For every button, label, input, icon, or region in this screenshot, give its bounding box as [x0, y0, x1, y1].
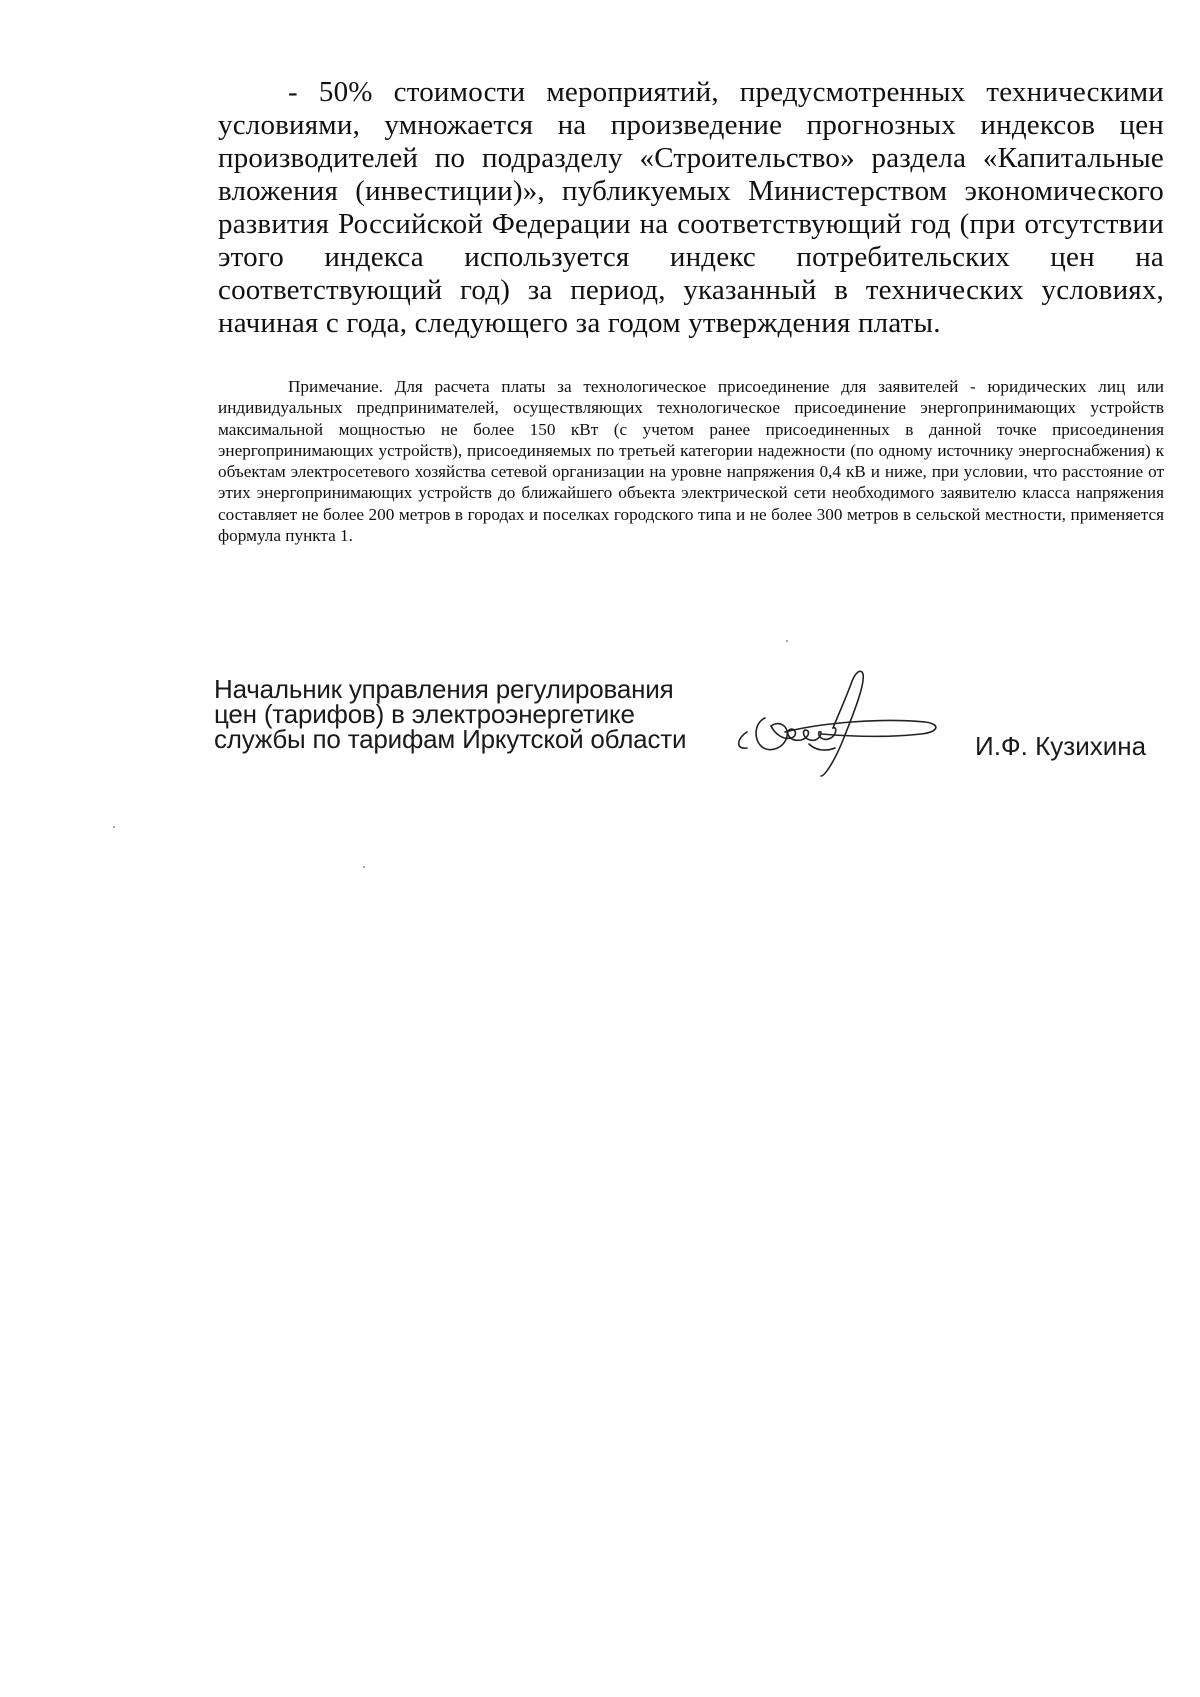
- signer-name: И.Ф. Кузихина: [975, 731, 1147, 761]
- main-paragraph: - 50% стоимости мероприятий, предусмотренных техническими условиями, умножается на произведение прогнозных индексов цен производителей по подразделу «Строительство» раздела «Капитальные вложения (инвестиции)», публикуемых Министерством экономического развития Российской Федерации на соответствующий год (при отсутствии этого индекса используется индекс потребительских цен на соответствующий год) за период, указанный в технических условиях, начиная с года, следующего за годом утверждения платы.: [218, 76, 1164, 339]
- scan-speck: [363, 866, 365, 868]
- scan-speck: [113, 826, 115, 828]
- scan-speck: [786, 640, 788, 642]
- signatory-title-line-1: Начальник управления регулирования: [214, 674, 674, 704]
- note-paragraph: Примечание. Для расчета платы за технологическое присоединение для заявителей - юридических лиц или индивидуальных предпринимателей, осуществляющих технологическое присоединение энергопринимающих устройств максимальной мощностью не более 150 кВт (с учетом ранее присоединенных в данной точке присоединения энергопринимающих устройств), присоединяемых по третьей категории надежности (по одному источнику энергоснабжения) к объектам электросетевого хозяйства сетевой организации на уровне напряжения 0,4 кВ и ниже, при условии, что расстояние от этих энергопринимающих устройств до ближайшего объекта электрической сети необходимого заявителю класса напряжения составляет не более 200 метров в городах и поселках городского типа и не более 300 метров в сельской местности, применяется формула пункта 1.: [218, 377, 1164, 546]
- handwritten-signature: [725, 660, 945, 785]
- signatory-title-line-3: службы по тарифам Иркутской области: [214, 724, 687, 754]
- signatory-title-block: [214, 674, 714, 754]
- signatory-title-line-2: цен (тарифов) в электроэнергетике: [214, 699, 635, 729]
